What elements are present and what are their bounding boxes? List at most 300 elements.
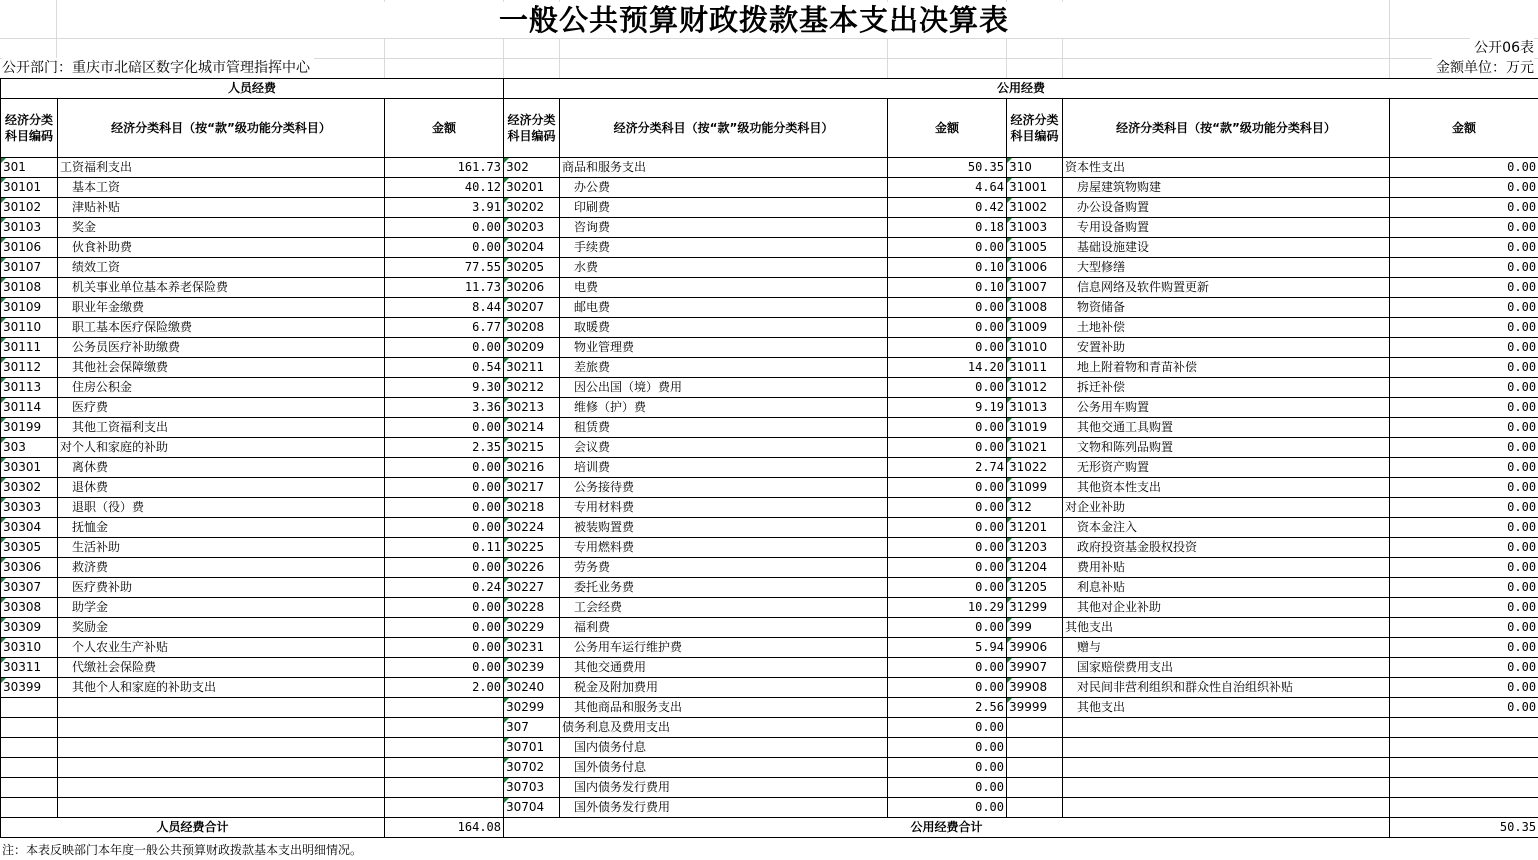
amount-cell: 0.00: [1390, 618, 1538, 638]
amount-cell: 0.00: [888, 498, 1007, 518]
amount-cell: 0.00: [1390, 258, 1538, 278]
amount-cell: 11.73: [385, 278, 504, 298]
name-cell: 退职（役）费: [58, 498, 385, 518]
name-cell: 公务用车购置: [1063, 398, 1390, 418]
amount-cell: 8.44: [385, 298, 504, 318]
amount-cell: 0.00: [385, 558, 504, 578]
code-cell: 30239: [504, 658, 560, 678]
table-row: [1, 618, 1538, 638]
table-row: [1, 578, 1538, 598]
amount-cell: 0.00: [1390, 358, 1538, 378]
amount-cell: 0.00: [1390, 198, 1538, 218]
name-cell: 政府投资基金股权投资: [1063, 538, 1390, 558]
name-cell: 其他支出: [1063, 698, 1390, 718]
code-cell: 30108: [1, 278, 58, 298]
code-cell: 31011: [1007, 358, 1063, 378]
amount-cell: 0.00: [1390, 658, 1538, 678]
code-cell: 30302: [1, 478, 58, 498]
amount-cell: 0.00: [1390, 418, 1538, 438]
name-cell: 其他支出: [1063, 618, 1390, 638]
code-cell: 30215: [504, 438, 560, 458]
table-row: [1, 498, 1538, 518]
public-total-value: 50.35: [1390, 818, 1538, 838]
name-cell: 被装购置费: [560, 518, 888, 538]
code-cell: 31007: [1007, 278, 1063, 298]
name-cell: 房屋建筑物购建: [1063, 178, 1390, 198]
footnote: 注：本表反映部门本年度一般公共预算财政拨款基本支出明细情况。: [2, 843, 363, 857]
code-cell: 30102: [1, 198, 58, 218]
name-cell: [58, 698, 385, 718]
name-cell: 基本工资: [58, 178, 385, 198]
amount-cell: 0.00: [888, 538, 1007, 558]
name-cell: 其他交通工具购置: [1063, 418, 1390, 438]
table-row: [1, 378, 1538, 398]
amount-cell: 0.00: [1390, 578, 1538, 598]
name-cell: 救济费: [58, 558, 385, 578]
code-cell: 30303: [1, 498, 58, 518]
name-cell: 国内债务发行费用: [560, 778, 888, 798]
name-cell: [58, 778, 385, 798]
amount-cell: 0.18: [888, 218, 1007, 238]
name-cell: 差旅费: [560, 358, 888, 378]
name-cell: 对个人和家庭的补助: [58, 438, 385, 458]
amount-cell: 0.00: [888, 298, 1007, 318]
code-cell: 30107: [1, 258, 58, 278]
amount-cell: 0.00: [1390, 298, 1538, 318]
amount-cell: [1390, 778, 1538, 798]
code-cell: 30702: [504, 758, 560, 778]
personnel-total-label: 人员经费合计: [1, 818, 385, 838]
col-code-1: 经济分类科目编码: [1, 99, 58, 158]
name-cell: 其他交通费用: [560, 658, 888, 678]
code-cell: 30226: [504, 558, 560, 578]
code-cell: 30304: [1, 518, 58, 538]
amount-cell: 5.94: [888, 638, 1007, 658]
group-personnel: 人员经费: [1, 79, 504, 99]
amount-cell: 14.20: [888, 358, 1007, 378]
name-cell: 医疗费: [58, 398, 385, 418]
name-cell: [58, 798, 385, 818]
name-cell: [1063, 718, 1390, 738]
amount-cell: 0.00: [888, 378, 1007, 398]
name-cell: 办公费: [560, 178, 888, 198]
code-cell: 301: [1, 158, 58, 178]
name-cell: [1063, 738, 1390, 758]
amount-cell: 0.00: [385, 598, 504, 618]
amount-cell: 0.00: [888, 238, 1007, 258]
code-cell: 303: [1, 438, 58, 458]
code-cell: 30112: [1, 358, 58, 378]
amount-cell: 0.00: [888, 338, 1007, 358]
code-cell: 39999: [1007, 698, 1063, 718]
code-cell: 30212: [504, 378, 560, 398]
name-cell: 国外债务付息: [560, 758, 888, 778]
amount-cell: 0.00: [1390, 558, 1538, 578]
code-cell: 30224: [504, 518, 560, 538]
name-cell: 债务利息及费用支出: [560, 718, 888, 738]
col-code-3: 经济分类科目编码: [1007, 99, 1063, 158]
code-cell: 31006: [1007, 258, 1063, 278]
name-cell: 信息网络及软件购置更新: [1063, 278, 1390, 298]
amount-cell: 0.00: [888, 778, 1007, 798]
name-cell: 印刷费: [560, 198, 888, 218]
code-cell: 31008: [1007, 298, 1063, 318]
name-cell: 会议费: [560, 438, 888, 458]
name-cell: 津贴补贴: [58, 198, 385, 218]
table-row: [1, 738, 1538, 758]
code-cell: 30199: [1, 418, 58, 438]
name-cell: 税金及附加费用: [560, 678, 888, 698]
name-cell: 生活补助: [58, 538, 385, 558]
code-cell: 30399: [1, 678, 58, 698]
name-cell: 物资储备: [1063, 298, 1390, 318]
amount-cell: [1390, 758, 1538, 778]
table-row: [1, 698, 1538, 718]
table-row: [1, 298, 1538, 318]
table-row: [1, 598, 1538, 618]
name-cell: 职工基本医疗保险缴费: [58, 318, 385, 338]
name-cell: [58, 718, 385, 738]
code-cell: 31201: [1007, 518, 1063, 538]
amount-cell: 0.00: [888, 478, 1007, 498]
code-cell: 30216: [504, 458, 560, 478]
name-cell: 物业管理费: [560, 338, 888, 358]
table-row: [1, 718, 1538, 738]
amount-cell: 161.73: [385, 158, 504, 178]
code-cell: 30208: [504, 318, 560, 338]
code-cell: 30310: [1, 638, 58, 658]
table-row: [1, 338, 1538, 358]
amount-cell: 0.00: [888, 798, 1007, 818]
amount-cell: [385, 698, 504, 718]
table-row: [1, 398, 1538, 418]
name-cell: 取暖费: [560, 318, 888, 338]
amount-cell: 0.00: [1390, 698, 1538, 718]
name-cell: 其他资本性支出: [1063, 478, 1390, 498]
amount-cell: 0.00: [1390, 338, 1538, 358]
name-cell: 安置补助: [1063, 338, 1390, 358]
name-cell: 个人农业生产补贴: [58, 638, 385, 658]
table-row: [1, 518, 1538, 538]
table-row: [1, 178, 1538, 198]
amount-cell: 2.56: [888, 698, 1007, 718]
code-cell: [1, 718, 58, 738]
code-cell: 30299: [504, 698, 560, 718]
name-cell: 奖励金: [58, 618, 385, 638]
amount-cell: 0.00: [385, 238, 504, 258]
code-cell: 31010: [1007, 338, 1063, 358]
code-cell: [1007, 778, 1063, 798]
amount-cell: 0.00: [888, 578, 1007, 598]
amount-cell: 2.00: [385, 678, 504, 698]
name-cell: [1063, 778, 1390, 798]
name-cell: 咨询费: [560, 218, 888, 238]
col-code-2: 经济分类科目编码: [504, 99, 560, 158]
amount-cell: 0.00: [385, 518, 504, 538]
amount-unit-label: 金额单位：万元: [1432, 58, 1534, 78]
amount-cell: 0.00: [1390, 278, 1538, 298]
amount-cell: 77.55: [385, 258, 504, 278]
code-cell: 31203: [1007, 538, 1063, 558]
code-cell: 30225: [504, 538, 560, 558]
amount-cell: 3.36: [385, 398, 504, 418]
name-cell: [58, 738, 385, 758]
name-cell: 工资福利支出: [58, 158, 385, 178]
name-cell: 大型修缮: [1063, 258, 1390, 278]
name-cell: 基础设施建设: [1063, 238, 1390, 258]
amount-cell: 0.00: [888, 418, 1007, 438]
table-row: [1, 778, 1538, 798]
amount-cell: 0.00: [888, 318, 1007, 338]
col-name-2: 经济分类科目（按“款”级功能分类科目）: [560, 99, 888, 158]
amount-cell: 0.10: [888, 278, 1007, 298]
code-cell: 30203: [504, 218, 560, 238]
code-cell: 30110: [1, 318, 58, 338]
name-cell: 助学金: [58, 598, 385, 618]
code-cell: 30213: [504, 398, 560, 418]
name-cell: 其他工资福利支出: [58, 418, 385, 438]
code-cell: 31013: [1007, 398, 1063, 418]
table-row: [1, 538, 1538, 558]
code-cell: [1, 798, 58, 818]
code-cell: 39907: [1007, 658, 1063, 678]
code-cell: 30218: [504, 498, 560, 518]
code-cell: 30101: [1, 178, 58, 198]
table-row: [1, 158, 1538, 178]
code-cell: 30211: [504, 358, 560, 378]
code-cell: 31003: [1007, 218, 1063, 238]
amount-cell: 0.42: [888, 198, 1007, 218]
amount-cell: 0.00: [1390, 518, 1538, 538]
code-cell: 31099: [1007, 478, 1063, 498]
code-cell: 30301: [1, 458, 58, 478]
code-cell: 31299: [1007, 598, 1063, 618]
totals-row: [1, 818, 1538, 838]
code-cell: 31204: [1007, 558, 1063, 578]
table-row: [1, 238, 1538, 258]
amount-cell: 0.00: [1390, 378, 1538, 398]
amount-cell: [385, 798, 504, 818]
amount-cell: 0.00: [1390, 538, 1538, 558]
code-cell: 30704: [504, 798, 560, 818]
name-cell: 国家赔偿费用支出: [1063, 658, 1390, 678]
col-name-1: 经济分类科目（按“款”级功能分类科目）: [58, 99, 385, 158]
table-row: [1, 798, 1538, 818]
amount-cell: 0.00: [888, 438, 1007, 458]
name-cell: 地上附着物和青苗补偿: [1063, 358, 1390, 378]
name-cell: 专用燃料费: [560, 538, 888, 558]
code-cell: 30207: [504, 298, 560, 318]
name-cell: 对企业补助: [1063, 498, 1390, 518]
table-row: [1, 358, 1538, 378]
code-cell: 30109: [1, 298, 58, 318]
amount-cell: 40.12: [385, 178, 504, 198]
amount-cell: 0.00: [1390, 398, 1538, 418]
amount-cell: 0.54: [385, 358, 504, 378]
code-cell: 30227: [504, 578, 560, 598]
name-cell: 办公设备购置: [1063, 198, 1390, 218]
name-cell: 其他社会保障缴费: [58, 358, 385, 378]
name-cell: 电费: [560, 278, 888, 298]
amount-cell: 0.00: [1390, 678, 1538, 698]
code-cell: 30229: [504, 618, 560, 638]
column-header-row: [1, 99, 1538, 158]
amount-cell: 0.00: [1390, 158, 1538, 178]
code-cell: 39906: [1007, 638, 1063, 658]
table-row: [1, 458, 1538, 478]
code-cell: 30205: [504, 258, 560, 278]
name-cell: 专用材料费: [560, 498, 888, 518]
name-cell: 福利费: [560, 618, 888, 638]
code-cell: 30306: [1, 558, 58, 578]
table-row: [1, 278, 1538, 298]
amount-cell: 50.35: [888, 158, 1007, 178]
code-cell: 30206: [504, 278, 560, 298]
code-cell: 30113: [1, 378, 58, 398]
name-cell: 机关事业单位基本养老保险费: [58, 278, 385, 298]
table-row: [1, 678, 1538, 698]
name-cell: [1063, 798, 1390, 818]
amount-cell: 2.35: [385, 438, 504, 458]
amount-cell: 0.00: [1390, 598, 1538, 618]
code-cell: 30231: [504, 638, 560, 658]
amount-cell: 0.00: [385, 338, 504, 358]
code-cell: 31205: [1007, 578, 1063, 598]
amount-cell: 0.00: [1390, 438, 1538, 458]
amount-cell: 0.00: [385, 618, 504, 638]
amount-cell: 0.00: [385, 638, 504, 658]
code-cell: 31002: [1007, 198, 1063, 218]
amount-cell: 4.64: [888, 178, 1007, 198]
code-cell: 30305: [1, 538, 58, 558]
name-cell: 劳务费: [560, 558, 888, 578]
amount-cell: 0.00: [385, 218, 504, 238]
code-cell: 30114: [1, 398, 58, 418]
name-cell: 其他商品和服务支出: [560, 698, 888, 718]
name-cell: 水费: [560, 258, 888, 278]
amount-cell: 0.00: [888, 718, 1007, 738]
amount-cell: 0.00: [1390, 218, 1538, 238]
code-cell: 302: [504, 158, 560, 178]
amount-cell: 0.00: [1390, 478, 1538, 498]
code-cell: [1007, 758, 1063, 778]
name-cell: 费用补贴: [1063, 558, 1390, 578]
name-cell: 资本性支出: [1063, 158, 1390, 178]
amount-cell: [1390, 798, 1538, 818]
col-amount-1: 金额: [385, 99, 504, 158]
code-cell: 31021: [1007, 438, 1063, 458]
code-cell: 30228: [504, 598, 560, 618]
table-row: [1, 198, 1538, 218]
amount-cell: 6.77: [385, 318, 504, 338]
name-cell: 专用设备购置: [1063, 218, 1390, 238]
amount-cell: 9.30: [385, 378, 504, 398]
amount-cell: [385, 738, 504, 758]
name-cell: 公务员医疗补助缴费: [58, 338, 385, 358]
code-cell: 31005: [1007, 238, 1063, 258]
code-cell: [1, 758, 58, 778]
amount-cell: 0.00: [1390, 318, 1538, 338]
code-cell: 30307: [1, 578, 58, 598]
amount-cell: 0.00: [1390, 638, 1538, 658]
amount-cell: 0.00: [1390, 498, 1538, 518]
code-cell: 399: [1007, 618, 1063, 638]
amount-cell: 0.00: [888, 758, 1007, 778]
amount-cell: 0.00: [385, 418, 504, 438]
amount-cell: 0.00: [888, 518, 1007, 538]
code-cell: 30202: [504, 198, 560, 218]
code-cell: [1, 738, 58, 758]
code-cell: 30311: [1, 658, 58, 678]
page-title: 一般公共预算财政拨款基本支出决算表: [384, 2, 1124, 38]
name-cell: 退休费: [58, 478, 385, 498]
code-cell: 312: [1007, 498, 1063, 518]
name-cell: 拆迁补偿: [1063, 378, 1390, 398]
code-cell: 30204: [504, 238, 560, 258]
code-cell: 30201: [504, 178, 560, 198]
code-cell: 30111: [1, 338, 58, 358]
name-cell: 商品和服务支出: [560, 158, 888, 178]
col-name-3: 经济分类科目（按“款”级功能分类科目）: [1063, 99, 1390, 158]
table-row: [1, 658, 1538, 678]
name-cell: 培训费: [560, 458, 888, 478]
amount-cell: 0.00: [1390, 178, 1538, 198]
col-amount-3: 金额: [1390, 99, 1538, 158]
name-cell: 公务用车运行维护费: [560, 638, 888, 658]
name-cell: 国内债务付息: [560, 738, 888, 758]
table-row: [1, 258, 1538, 278]
table-row: [1, 418, 1538, 438]
public-total-label: 公用经费合计: [504, 818, 1390, 838]
code-cell: 39908: [1007, 678, 1063, 698]
code-cell: 30103: [1, 218, 58, 238]
code-cell: 30240: [504, 678, 560, 698]
amount-cell: 2.74: [888, 458, 1007, 478]
name-cell: 对民间非营利组织和群众性自治组织补贴: [1063, 678, 1390, 698]
name-cell: 职业年金缴费: [58, 298, 385, 318]
code-cell: 30703: [504, 778, 560, 798]
amount-cell: 10.29: [888, 598, 1007, 618]
code-cell: 31012: [1007, 378, 1063, 398]
name-cell: 手续费: [560, 238, 888, 258]
amount-cell: 0.00: [385, 458, 504, 478]
col-amount-2: 金额: [888, 99, 1007, 158]
code-cell: 30214: [504, 418, 560, 438]
table-row: [1, 318, 1538, 338]
amount-cell: 0.00: [1390, 238, 1538, 258]
name-cell: 离休费: [58, 458, 385, 478]
name-cell: 抚恤金: [58, 518, 385, 538]
amount-cell: 0.10: [888, 258, 1007, 278]
name-cell: [58, 758, 385, 778]
name-cell: [1063, 758, 1390, 778]
table-row: [1, 438, 1538, 458]
name-cell: 维修（护）费: [560, 398, 888, 418]
name-cell: 公务接待费: [560, 478, 888, 498]
code-cell: 31022: [1007, 458, 1063, 478]
group-header-row: [1, 79, 1538, 99]
code-cell: 30701: [504, 738, 560, 758]
personnel-total-value: 164.08: [385, 818, 504, 838]
name-cell: 利息补贴: [1063, 578, 1390, 598]
code-cell: [1007, 718, 1063, 738]
table-row: [1, 218, 1538, 238]
name-cell: 其他个人和家庭的补助支出: [58, 678, 385, 698]
code-cell: 307: [504, 718, 560, 738]
table-row: [1, 758, 1538, 778]
table-row: [1, 478, 1538, 498]
amount-cell: 0.00: [888, 618, 1007, 638]
